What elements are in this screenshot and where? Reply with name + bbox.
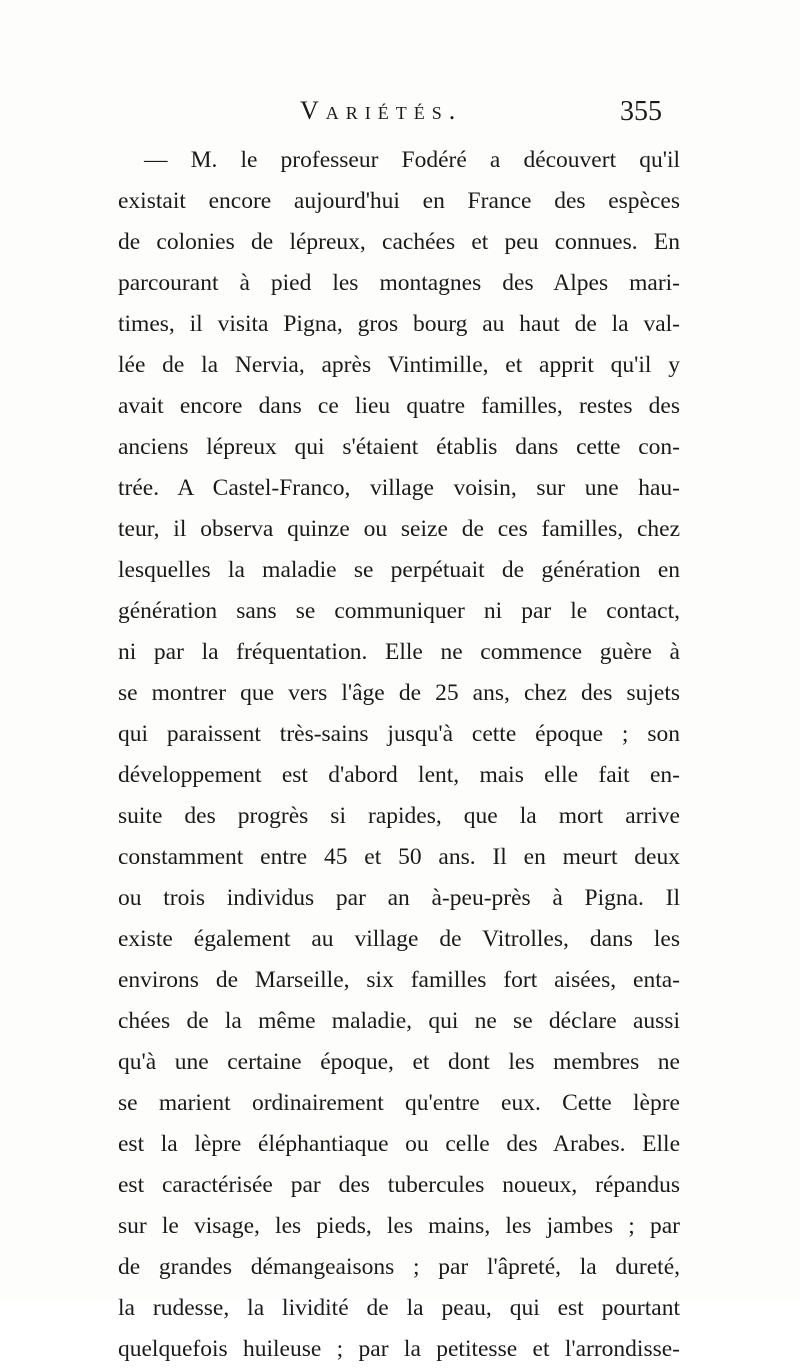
running-head [0, 96, 800, 136]
text-line: existe également au village de Vitrolles, dans les [118, 926, 680, 952]
text-line: suite des progrès si rapides, que la mort arrive [118, 803, 680, 829]
text-line: existait encore aujourd'hui en France des espèces [118, 188, 680, 214]
text-line: avait encore dans ce lieu quatre familles, restes des [118, 393, 680, 419]
text-line: la rudesse, la lividité de la peau, qui est pourtant [118, 1295, 680, 1321]
text-line: se montrer que vers l'âge de 25 ans, chez des sujets [118, 680, 680, 706]
text-line: — M. le professeur Fodéré a découvert qu'il [144, 147, 680, 173]
text-line: times, il visita Pigna, gros bourg au haut de la val- [118, 311, 680, 337]
body-text [118, 140, 680, 1370]
text-line: sur le visage, les pieds, les mains, les jambes ; par [118, 1213, 680, 1239]
text-line: parcourant à pied les montagnes des Alpes mari- [118, 270, 680, 296]
text-line: est caractérisée par des tubercules noueux, répandus [118, 1172, 680, 1198]
text-line: teur, il observa quinze ou seize de ces familles, chez [118, 516, 680, 542]
text-line: constamment entre 45 et 50 ans. Il en meurt deux [118, 844, 680, 870]
text-line: environs de Marseille, six familles fort aisées, enta- [118, 967, 680, 993]
text-line: de colonies de lépreux, cachées et peu connues. En [118, 229, 680, 255]
text-line: anciens lépreux qui s'étaient établis dans cette con- [118, 434, 680, 460]
page-number: 355 [620, 96, 662, 127]
text-line: ni par la fréquentation. Elle ne commence guère à [118, 639, 680, 665]
text-line: lée de la Nervia, après Vintimille, et apprit qu'il y [118, 352, 680, 378]
text-line: qui paraissent très-sains jusqu'à cette époque ; son [118, 721, 680, 747]
text-line: quelquefois huileuse ; par la petitesse et l'arrondisse- [118, 1336, 680, 1362]
text-line: chées de la même maladie, qui ne se déclare aussi [118, 1008, 680, 1034]
text-line: se marient ordinairement qu'entre eux. Cette lèpre [118, 1090, 680, 1116]
text-line: qu'à une certaine époque, et dont les membres ne [118, 1049, 680, 1075]
text-line: développement est d'abord lent, mais elle fait en- [118, 762, 680, 788]
text-line: trée. A Castel-Franco, village voisin, sur une hau- [118, 475, 680, 501]
text-line: ou trois individus par an à-peu-près à Pigna. Il [118, 885, 680, 911]
text-line: de grandes démangeaisons ; par l'âpreté, la dureté, [118, 1254, 680, 1280]
text-line: génération sans se communiquer ni par le contact, [118, 598, 680, 624]
running-title: Variétés. [300, 96, 463, 125]
text-line: lesquelles la maladie se perpétuait de génération en [118, 557, 680, 583]
text-line: est la lèpre éléphantiaque ou celle des Arabes. Elle [118, 1131, 680, 1157]
